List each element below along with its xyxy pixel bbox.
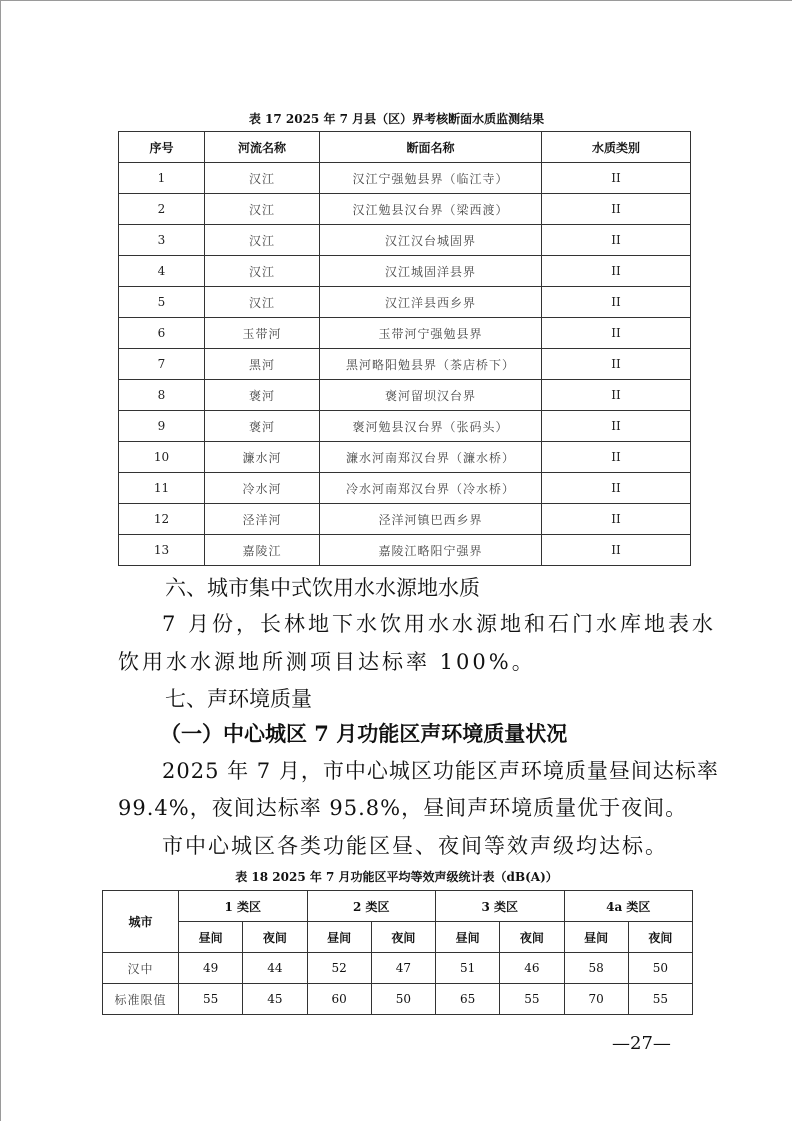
cell-section: 褒河勉县汉台界（张码头） xyxy=(320,411,542,442)
cell-value: 55 xyxy=(179,984,243,1015)
header-river: 河流名称 xyxy=(205,132,320,163)
table-row xyxy=(119,442,691,473)
cell-river: 褒河 xyxy=(205,380,320,411)
table-header-row xyxy=(119,132,691,163)
cell-class: II xyxy=(542,349,691,380)
header-daytime: 昼间 xyxy=(564,922,628,953)
cell-class: II xyxy=(542,256,691,287)
cell-class: II xyxy=(542,535,691,566)
cell-class: II xyxy=(542,442,691,473)
table-row xyxy=(119,411,691,442)
cell-river: 褒河 xyxy=(205,411,320,442)
cell-river: 汉江 xyxy=(205,256,320,287)
cell-section: 泾洋河镇巴西乡界 xyxy=(320,504,542,535)
cell-section: 冷水河南郑汉台界（冷水桥） xyxy=(320,473,542,504)
cell-value: 50 xyxy=(628,953,692,984)
cell-class: II xyxy=(542,318,691,349)
cell-index: 1 xyxy=(119,163,205,194)
cell-river: 汉江 xyxy=(205,287,320,318)
cell-river: 汉江 xyxy=(205,225,320,256)
cell-section: 玉带河宁强勉县界 xyxy=(320,318,542,349)
cell-index: 11 xyxy=(119,473,205,504)
cell-river: 濂水河 xyxy=(205,442,320,473)
cell-value: 70 xyxy=(564,984,628,1015)
cell-value: 58 xyxy=(564,953,628,984)
table-row xyxy=(119,318,691,349)
cell-index: 10 xyxy=(119,442,205,473)
cell-value: 55 xyxy=(500,984,564,1015)
cell-index: 7 xyxy=(119,349,205,380)
cell-city: 汉中 xyxy=(103,953,179,984)
header-nighttime: 夜间 xyxy=(500,922,564,953)
cell-section: 褒河留坝汉台界 xyxy=(320,380,542,411)
cell-city: 标准限值 xyxy=(103,984,179,1015)
cell-class: II xyxy=(542,380,691,411)
cell-section: 汉江城固洋县界 xyxy=(320,256,542,287)
header-section: 断面名称 xyxy=(320,132,542,163)
table-row xyxy=(103,984,693,1015)
cell-index: 6 xyxy=(119,318,205,349)
cell-class: II xyxy=(542,411,691,442)
header-zone-4a: 4a 类区 xyxy=(564,891,693,922)
section7-paragraph2: 市中心城区各类功能区昼、夜间等效声级均达标。 xyxy=(162,834,668,858)
section7-subheading: （一）中心城区 7 月功能区声环境质量状况 xyxy=(160,721,568,746)
table-row xyxy=(119,535,691,566)
cell-index: 2 xyxy=(119,194,205,225)
header-city: 城市 xyxy=(103,891,179,953)
header-daytime: 昼间 xyxy=(179,922,243,953)
table-row xyxy=(119,473,691,504)
table-row xyxy=(119,256,691,287)
cell-river: 黑河 xyxy=(205,349,320,380)
cell-value: 55 xyxy=(628,984,692,1015)
table-row xyxy=(119,194,691,225)
header-zone-1: 1 类区 xyxy=(179,891,308,922)
cell-section: 汉江汉台城固界 xyxy=(320,225,542,256)
cell-value: 52 xyxy=(307,953,371,984)
table-row xyxy=(119,504,691,535)
table-row xyxy=(119,349,691,380)
cell-class: II xyxy=(542,504,691,535)
cell-river: 玉带河 xyxy=(205,318,320,349)
section7-heading: 七、声环境质量 xyxy=(165,687,312,711)
table17-caption: 表 17 2025 年 7 月县（区）界考核断面水质监测结果 xyxy=(248,112,545,126)
cell-value: 65 xyxy=(436,984,500,1015)
section7-paragraph1-line2: 99.4%，夜间达标率 95.8%，昼间声环境质量优于夜间。 xyxy=(118,796,688,820)
cell-value: 47 xyxy=(371,953,435,984)
cell-class: II xyxy=(542,473,691,504)
cell-index: 4 xyxy=(119,256,205,287)
cell-index: 5 xyxy=(119,287,205,318)
header-index: 序号 xyxy=(119,132,205,163)
header-class: 水质类别 xyxy=(542,132,691,163)
table-row xyxy=(103,953,693,984)
header-daytime: 昼间 xyxy=(307,922,371,953)
section7-paragraph1-line1: 2025 年 7 月，市中心城区功能区声环境质量昼间达标率 xyxy=(162,759,719,783)
cell-index: 12 xyxy=(119,504,205,535)
water-quality-table xyxy=(118,131,691,566)
cell-index: 3 xyxy=(119,225,205,256)
table-row xyxy=(119,380,691,411)
noise-level-table xyxy=(102,890,693,1015)
cell-section: 汉江洋县西乡界 xyxy=(320,287,542,318)
cell-value: 49 xyxy=(179,953,243,984)
page-number: —27— xyxy=(612,1033,671,1054)
header-zone-2: 2 类区 xyxy=(307,891,436,922)
header-nighttime: 夜间 xyxy=(628,922,692,953)
cell-index: 8 xyxy=(119,380,205,411)
cell-value: 51 xyxy=(436,953,500,984)
section6-paragraph-line1: 7 月份，长林地下水饮用水水源地和石门水库地表水 xyxy=(162,612,717,636)
cell-value: 46 xyxy=(500,953,564,984)
cell-section: 嘉陵江略阳宁强界 xyxy=(320,535,542,566)
table-subheader-row xyxy=(103,922,693,953)
cell-river: 冷水河 xyxy=(205,473,320,504)
cell-section: 黑河略阳勉县界（茶店桥下） xyxy=(320,349,542,380)
section6-paragraph-line2: 饮用水水源地所测项目达标率 100%。 xyxy=(118,650,536,674)
table18-caption: 表 18 2025 年 7 月功能区平均等效声级统计表（dB(A)） xyxy=(235,870,558,884)
cell-class: II xyxy=(542,163,691,194)
cell-value: 45 xyxy=(243,984,307,1015)
table-header-row xyxy=(103,891,693,922)
cell-section: 汉江勉县汉台界（梁西渡） xyxy=(320,194,542,225)
header-nighttime: 夜间 xyxy=(243,922,307,953)
cell-value: 44 xyxy=(243,953,307,984)
cell-river: 汉江 xyxy=(205,163,320,194)
table-row xyxy=(119,225,691,256)
cell-class: II xyxy=(542,287,691,318)
cell-value: 60 xyxy=(307,984,371,1015)
cell-index: 13 xyxy=(119,535,205,566)
cell-river: 嘉陵江 xyxy=(205,535,320,566)
cell-section: 濂水河南郑汉台界（濂水桥） xyxy=(320,442,542,473)
cell-value: 50 xyxy=(371,984,435,1015)
cell-class: II xyxy=(542,194,691,225)
cell-river: 泾洋河 xyxy=(205,504,320,535)
table-row xyxy=(119,287,691,318)
section6-heading: 六、城市集中式饮用水水源地水质 xyxy=(165,576,480,600)
cell-section: 汉江宁强勉县界（临江寺） xyxy=(320,163,542,194)
header-nighttime: 夜间 xyxy=(371,922,435,953)
header-zone-3: 3 类区 xyxy=(436,891,565,922)
cell-river: 汉江 xyxy=(205,194,320,225)
header-daytime: 昼间 xyxy=(436,922,500,953)
table-row xyxy=(119,163,691,194)
cell-index: 9 xyxy=(119,411,205,442)
cell-class: II xyxy=(542,225,691,256)
